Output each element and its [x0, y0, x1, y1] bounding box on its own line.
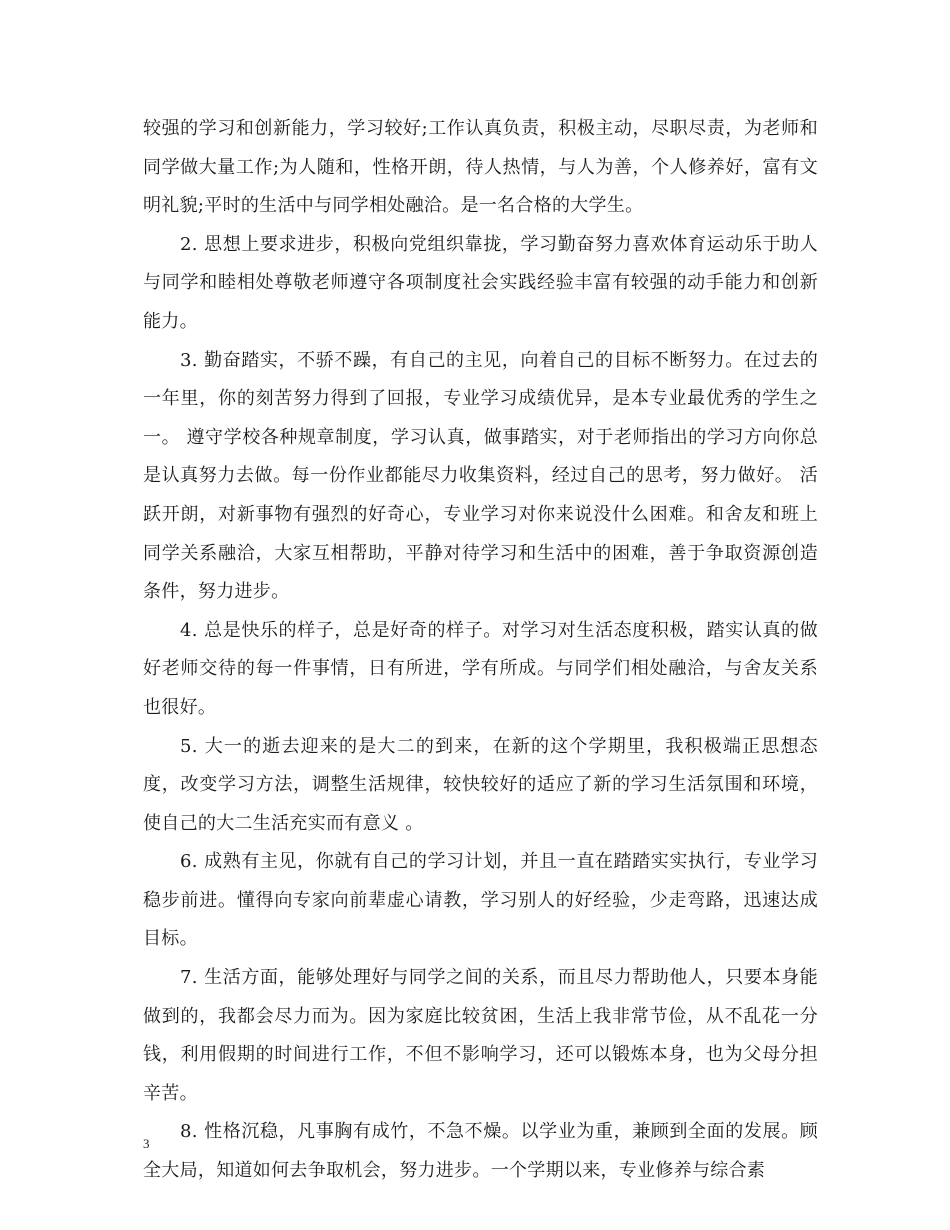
paragraph-item-5: 5. 大一的逝去迎来的是大二的到来，在新的这个学期里，我积极端正思想态度，改变学习方法，调整生活规律，较快较好的适应了新的学习生活氛围和环境，使自己的大二生活充实而有意义 。: [143, 735, 818, 834]
paragraph-item-8: 8. 性格沉稳，凡事胸有成竹，不急不燥。以学业为重，兼顾到全面的发展。顾全大局，知道如何去争取机会，努力进步。一个学期以来，专业修养与综合素: [143, 1121, 818, 1182]
document-body: [143, 110, 818, 1191]
paragraph-item-4: 4. 总是快乐的样子，总是好奇的样子。对学习对生活态度积极，踏实认真的做好老师交待的每一件事情，日有所进，学有所成。与同学们相处融洽，与舍友关系也很好。: [143, 619, 818, 718]
paragraph-item-3: 3. 勤奋踏实，不骄不躁，有自己的主见，向着自己的目标不断努力。在过去的一年里，你的刻苦努力得到了回报，专业学习成绩优异，是本专业最优秀的学生之一。 遵守学校各种规章制度，学习认真，做事踏实，对于老师指出的学习方向你总是认真努力去做。每一份作业都能尽力收集资料，经过自己的思考，努力做好。 活跃开朗，对新事物有强烈的好奇心，专业学习对你来说没什么困难。和舍友和班上同学关系融洽，大家互相帮助，平静对待学习和生活中的困难，善于争取资源创造条件，努力进步。: [143, 349, 818, 603]
paragraph-item-7: 7. 生活方面，能够处理好与同学之间的关系，而且尽力帮助他人，只要本身能做到的，我都会尽力而为。因为家庭比较贫困，生活上我非常节俭，从不乱花一分钱，利用假期的时间进行工作，不但不影响学习，还可以锻炼本身，也为父母分担辛苦。: [143, 967, 818, 1104]
page-number: 3: [143, 1136, 150, 1151]
paragraph-item-6: 6. 成熟有主见，你就有自己的学习计划，并且一直在踏踏实实执行，专业学习稳步前进。懂得向专家向前辈虚心请教，学习别人的好经验，少走弯路，迅速达成目标。: [143, 851, 818, 950]
paragraph-item-2: 2. 思想上要求进步，积极向党组织靠拢，学习勤奋努力喜欢体育运动乐于助人与同学和睦相处尊敬老师遵守各项制度社会实践经验丰富有较强的动手能力和创新能力。: [143, 233, 818, 332]
paragraph-continuation: 较强的学习和创新能力，学习较好;工作认真负责，积极主动，尽职尽责，为老师和同学做大量工作;为人随和，性格开朗，待人热情，与人为善，个人修养好，富有文明礼貌;平时的生活中与同学相处融洽。是一名合格的大学生。: [143, 118, 818, 217]
